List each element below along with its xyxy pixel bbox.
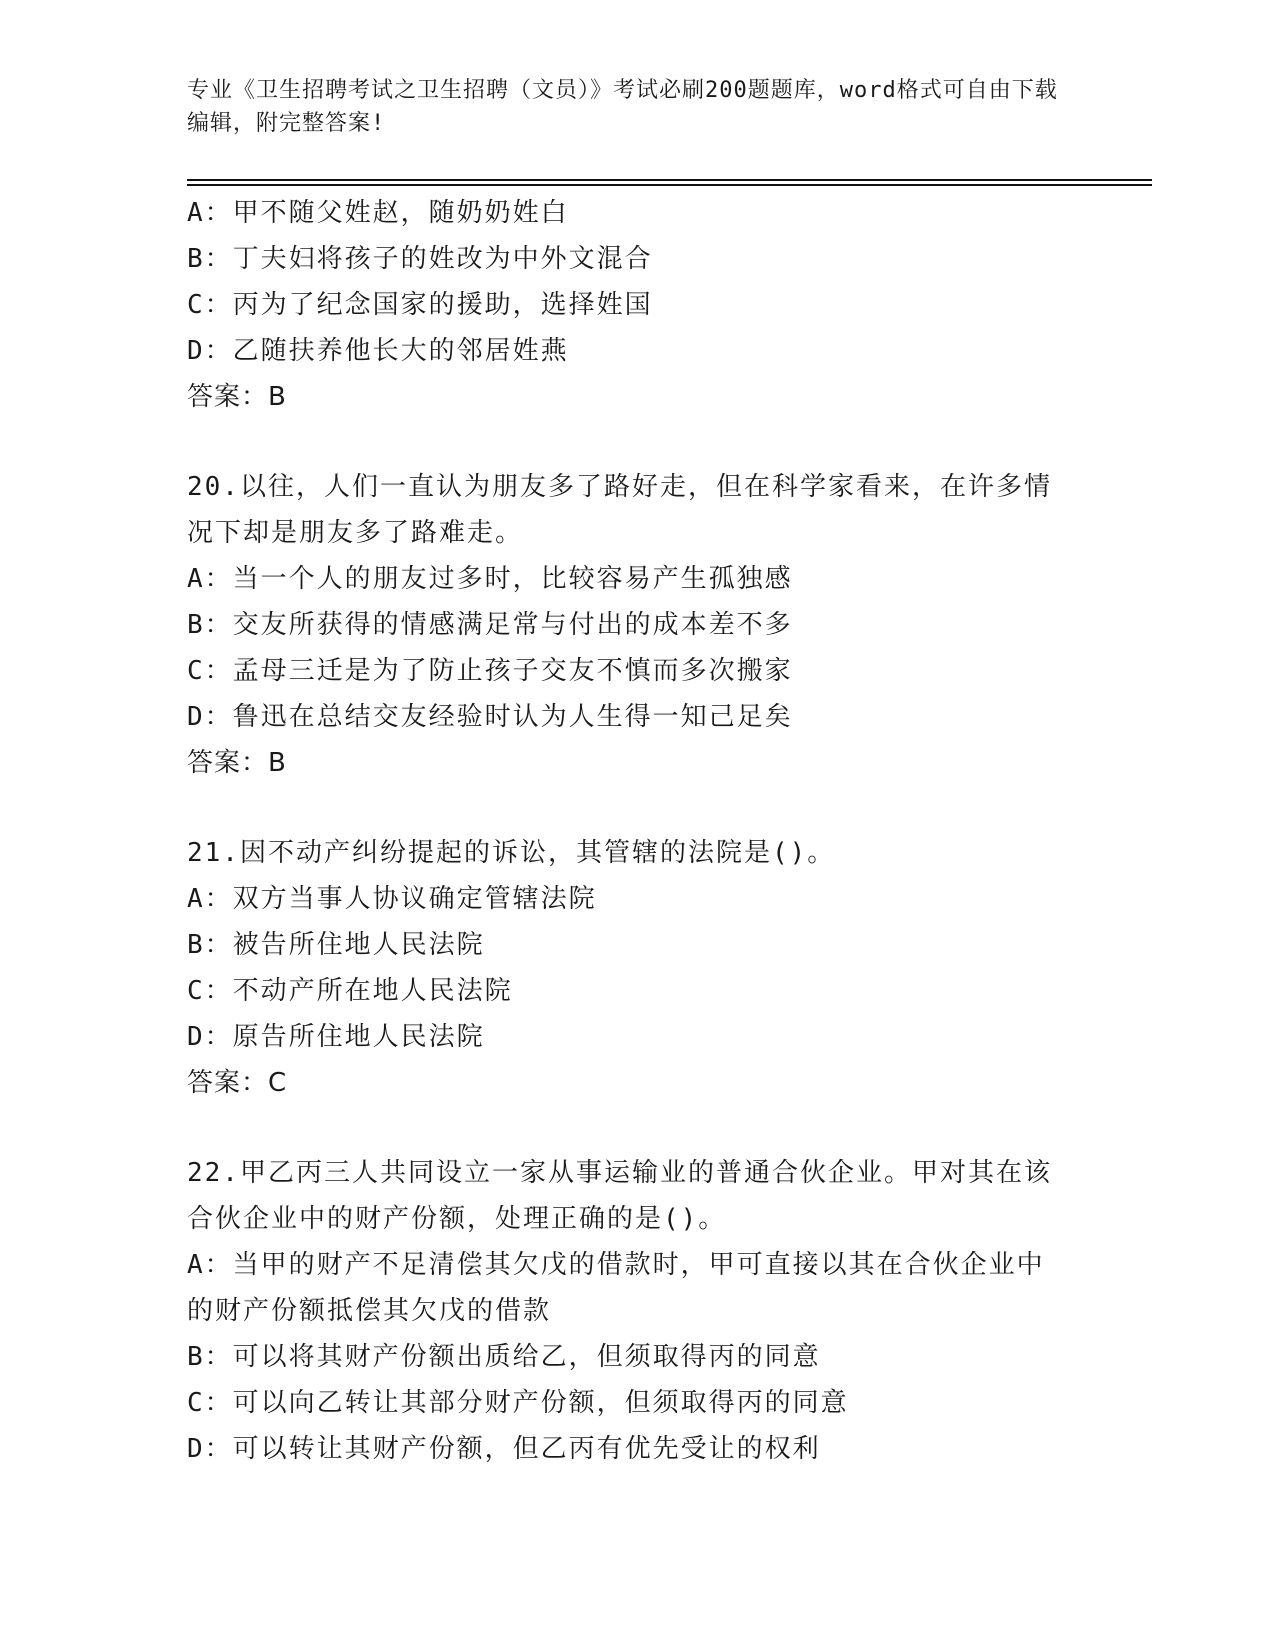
option-b: B：丁夫妇将孩子的姓改为中外文混合	[187, 244, 653, 274]
header-rule-top	[187, 179, 1152, 181]
spacer	[187, 1106, 1067, 1150]
question-22	[187, 1150, 1067, 1472]
question-stem: 20.以往，人们一直认为朋友多了路好走，但在科学家看来，在许多情	[187, 472, 1052, 502]
question-stem-continued: 况下却是朋友多了路难走。	[187, 518, 524, 548]
option-c: C：不动产所在地人民法院	[187, 976, 513, 1006]
option-a: A：甲不随父姓赵，随奶奶姓白	[187, 198, 569, 228]
document-header: 专业《卫生招聘考试之卫生招聘（文员）》考试必刷200题题库，word格式可自由下载编辑，附完整答案!	[187, 78, 1058, 136]
option-b: B：可以将其财产份额出质给乙，但须取得丙的同意	[187, 1342, 821, 1372]
question-stem: 21.因不动产纠纷提起的诉讼，其管辖的法院是()。	[187, 838, 836, 868]
option-d: D：可以转让其财产份额，但乙丙有优先受让的权利	[187, 1434, 821, 1464]
option-b: B：被告所住地人民法院	[187, 930, 485, 960]
answer: 答案：B	[187, 382, 287, 412]
option-d: D：原告所住地人民法院	[187, 1022, 485, 1052]
answer: 答案：C	[187, 1068, 288, 1098]
option-c: C：孟母三迁是为了防止孩子交友不慎而多次搬家	[187, 656, 793, 686]
question-20	[187, 464, 1067, 786]
spacer	[187, 786, 1067, 830]
question-21	[187, 830, 1067, 1106]
option-b: B：交友所获得的情感满足常与付出的成本差不多	[187, 610, 793, 640]
document-body	[187, 190, 1067, 1472]
header-rule-bottom	[187, 184, 1152, 186]
question-stem: 22.甲乙丙三人共同设立一家从事运输业的普通合伙企业。甲对其在该	[187, 1158, 1052, 1188]
option-a: A：当甲的财产不足清偿其欠戊的借款时，甲可直接以其在合伙企业中	[187, 1250, 1045, 1280]
option-a-continued: 的财产份额抵偿其欠戊的借款	[187, 1296, 552, 1326]
option-d: D：鲁迅在总结交友经验时认为人生得一知己足矣	[187, 702, 793, 732]
option-c: C：可以向乙转让其部分财产份额，但须取得丙的同意	[187, 1388, 849, 1418]
option-a: A：双方当事人协议确定管辖法院	[187, 884, 597, 914]
answer: 答案：B	[187, 748, 287, 778]
option-a: A：当一个人的朋友过多时，比较容易产生孤独感	[187, 564, 793, 594]
option-d: D：乙随扶养他长大的邻居姓燕	[187, 336, 569, 366]
option-c: C：丙为了纪念国家的援助，选择姓国	[187, 290, 653, 320]
question-19-options	[187, 190, 1067, 420]
question-stem-continued: 合伙企业中的财产份额，处理正确的是()。	[187, 1204, 727, 1234]
spacer	[187, 420, 1067, 464]
